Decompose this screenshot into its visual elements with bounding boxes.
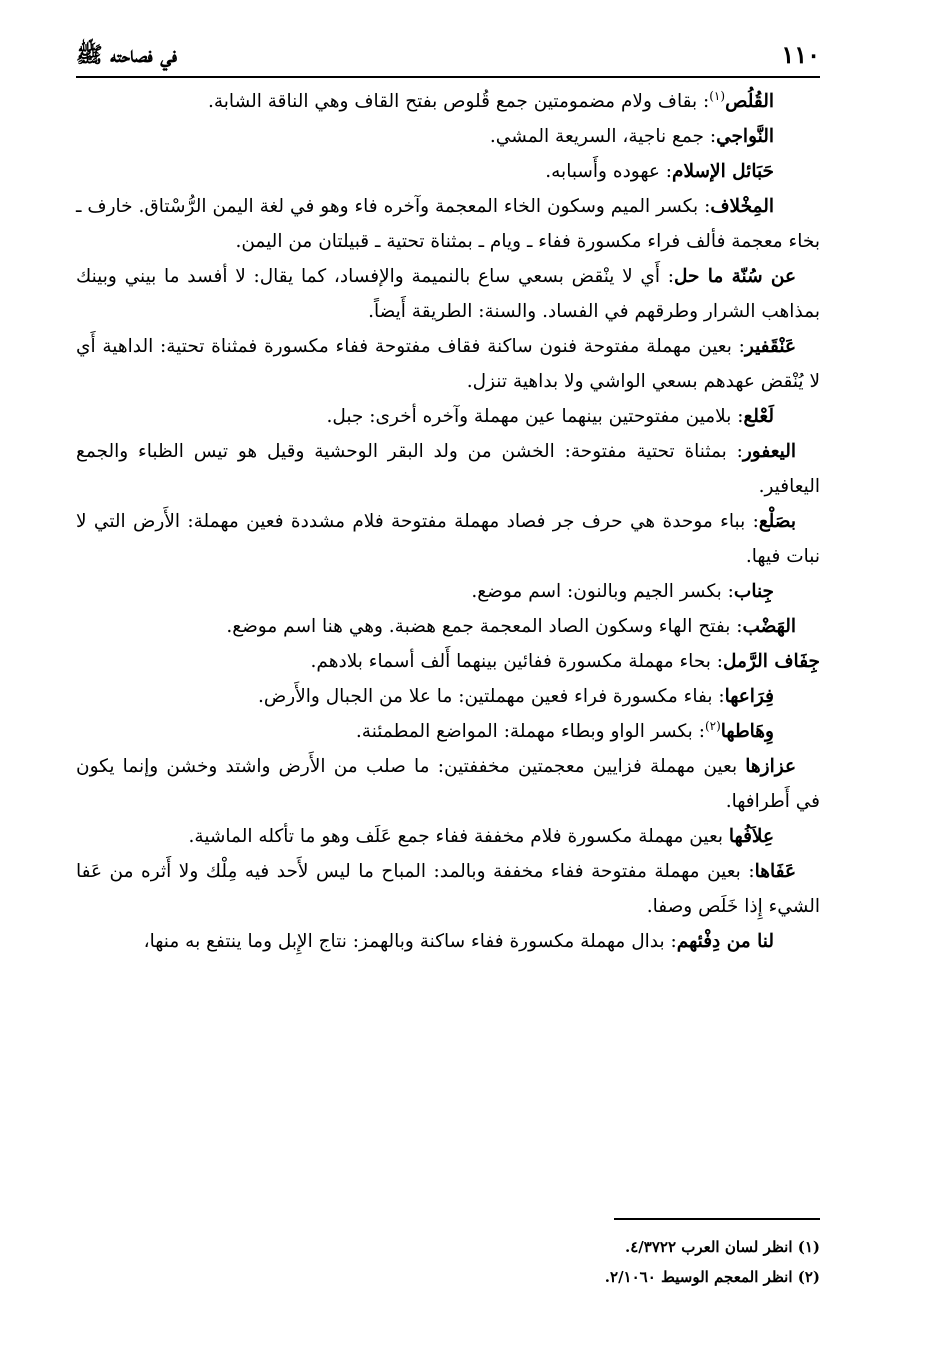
- entry-text: : بلامين مفتوحتين بينهما عين مهملة وآخره أخرى: جبل.: [326, 406, 744, 427]
- entry: [76, 749, 820, 819]
- entry-text: : بفاء مكسورة فراء فعين مهملتين: ما علا من الجبال والأَرض.: [258, 686, 725, 707]
- entry-term: عَنْقَفير: [744, 336, 796, 357]
- entry-text: : بفتح الهاء وسكون الصاد المعجمة جمع هضبة. وهي هنا اسم موضع.: [226, 616, 743, 637]
- entry-term: فِرَاعها: [724, 686, 774, 707]
- entry-text: : جمع ناجية، السريعة المشي.: [489, 126, 717, 147]
- entry-text: : بباء موحدة هي حرف جر فصاد مهملة مفتوحة فلام مشددة فعين مهملة: الأَرض التي لا نبات فيها.: [76, 511, 820, 567]
- running-title: في فصاحته ﷺ: [76, 42, 178, 68]
- footnote-ref: (٢): [704, 718, 721, 733]
- entry-term: وِهَاطها: [720, 721, 774, 742]
- entry: [76, 399, 820, 434]
- entry: [76, 504, 820, 574]
- entry-term: المِخْلاف: [710, 196, 774, 217]
- entry-text: : بكسر الجيم وبالنون: اسم موضع.: [471, 581, 734, 602]
- entry: [76, 679, 820, 714]
- entry-term: جِفَاف الرَّمل: [723, 651, 820, 672]
- entry-term: لَعْلع: [743, 406, 774, 427]
- entry-term: القُلُص: [725, 91, 774, 112]
- entry-text: : بعين مهملة مفتوحة ففاء مخففة وبالمد: المباح ما ليس لأَحد فيه مِلْك ولا أَثره من عَفا الشيء إِذا خَلَص وصفا.: [76, 861, 820, 917]
- entry: [76, 119, 820, 154]
- entry-text: : عهوده وأَسبابه.: [545, 161, 673, 182]
- footnote-rule: [614, 1218, 820, 1220]
- entry: [76, 329, 820, 399]
- entry-term: عِلاَفُها: [728, 826, 774, 847]
- entry-term: النَّواجي: [716, 126, 774, 147]
- entry: [76, 644, 820, 679]
- page-header: [76, 40, 820, 74]
- entry-text: : بحاء مهملة مكسورة ففائين بينهما أَلف أسماء بلادهم.: [310, 651, 724, 672]
- header-rule: [76, 76, 820, 78]
- entry: [76, 154, 820, 189]
- entry-term: حَبَائل الإسلام: [672, 161, 774, 182]
- entry-term: عن سُنّة ما حل: [674, 266, 796, 287]
- body-text: [76, 84, 820, 959]
- entry: [76, 259, 820, 329]
- entry-text: : بدال مهملة مكسورة ففاء ساكنة وبالهمز: نتاج الإِبل وما ينتفع به منها،: [143, 931, 677, 952]
- entry: [76, 434, 820, 504]
- entry-text: بعين مهملة مكسورة فلام مخففة ففاء جمع عَلَف وهو ما تأكله الماشية.: [188, 826, 729, 847]
- footnote: (٢) انظر المعجم الوسيط ٢/١٠٦٠.: [604, 1268, 820, 1286]
- entry: [76, 714, 820, 749]
- entry-text: : بكسر الواو وبطاء مهملة: المواضع المطمئنة.: [355, 721, 705, 742]
- entry-term: بصَلْع: [758, 511, 796, 532]
- entry: [76, 854, 820, 924]
- entry-text: : بقاف ولام مضمومتين جمع قُلوص بفتح القاف وهي الناقة الشابة.: [207, 91, 710, 112]
- footnote-ref: (١): [709, 88, 726, 103]
- entry-term: عزازها: [745, 756, 796, 777]
- entry-term: الهَضْب: [742, 616, 796, 637]
- entry-text: : أَي لا ينْقض بسعي ساع بالنميمة والإفساد، كما يقال: لا أفسد ما بيني وبينك بمذاهب الشرار وطرقهم في الفساد. والسنة: الطريقة أَيضاً.: [76, 266, 820, 322]
- footnote: (١) انظر لسان العرب ٤/٣٧٢٢.: [625, 1238, 820, 1256]
- footnotes: [76, 1232, 820, 1292]
- entry-term: عَفَاها: [754, 861, 796, 882]
- entry: [76, 819, 820, 854]
- entry-text: : بكسر الميم وسكون الخاء المعجمة وآخره فاء وهو في لغة اليمن الرُّسْتاق. خارف ـ بخاء معجمة فألف فراء مكسورة ففاء ـ ويام ـ بمثناة تحتية ـ قبيلتان من اليمن.: [76, 196, 820, 252]
- entry-text: : بمثناة تحتية مفتوحة: الخشن من ولد البقر الوحشية وقيل هو تيس الظباء والجمع اليعافير.: [76, 441, 820, 497]
- entry-term: لنا من دِفْئهم: [676, 931, 774, 952]
- entry: [76, 924, 820, 959]
- entry: [76, 609, 820, 644]
- entry-text: بعين مهملة فزايين معجمتين مخففتين: ما صلب من الأَرض واشتد وخشن وإنما يكون في أَطرافها.: [76, 756, 820, 812]
- entry: [76, 84, 820, 119]
- entry-term: جِناب: [733, 581, 774, 602]
- entry: [76, 189, 820, 259]
- entry-text: : بعين مهملة مفتوحة فنون ساكنة فقاف مفتوحة ففاء مكسورة فمثناة تحتية: الداهية أَي لا يُنْقض عهدهم بسعي الواشي ولا بداهية تنزل.: [76, 336, 820, 392]
- page-number: ١١٠: [781, 40, 820, 69]
- entry: [76, 574, 820, 609]
- entry-term: اليعفور: [742, 441, 796, 462]
